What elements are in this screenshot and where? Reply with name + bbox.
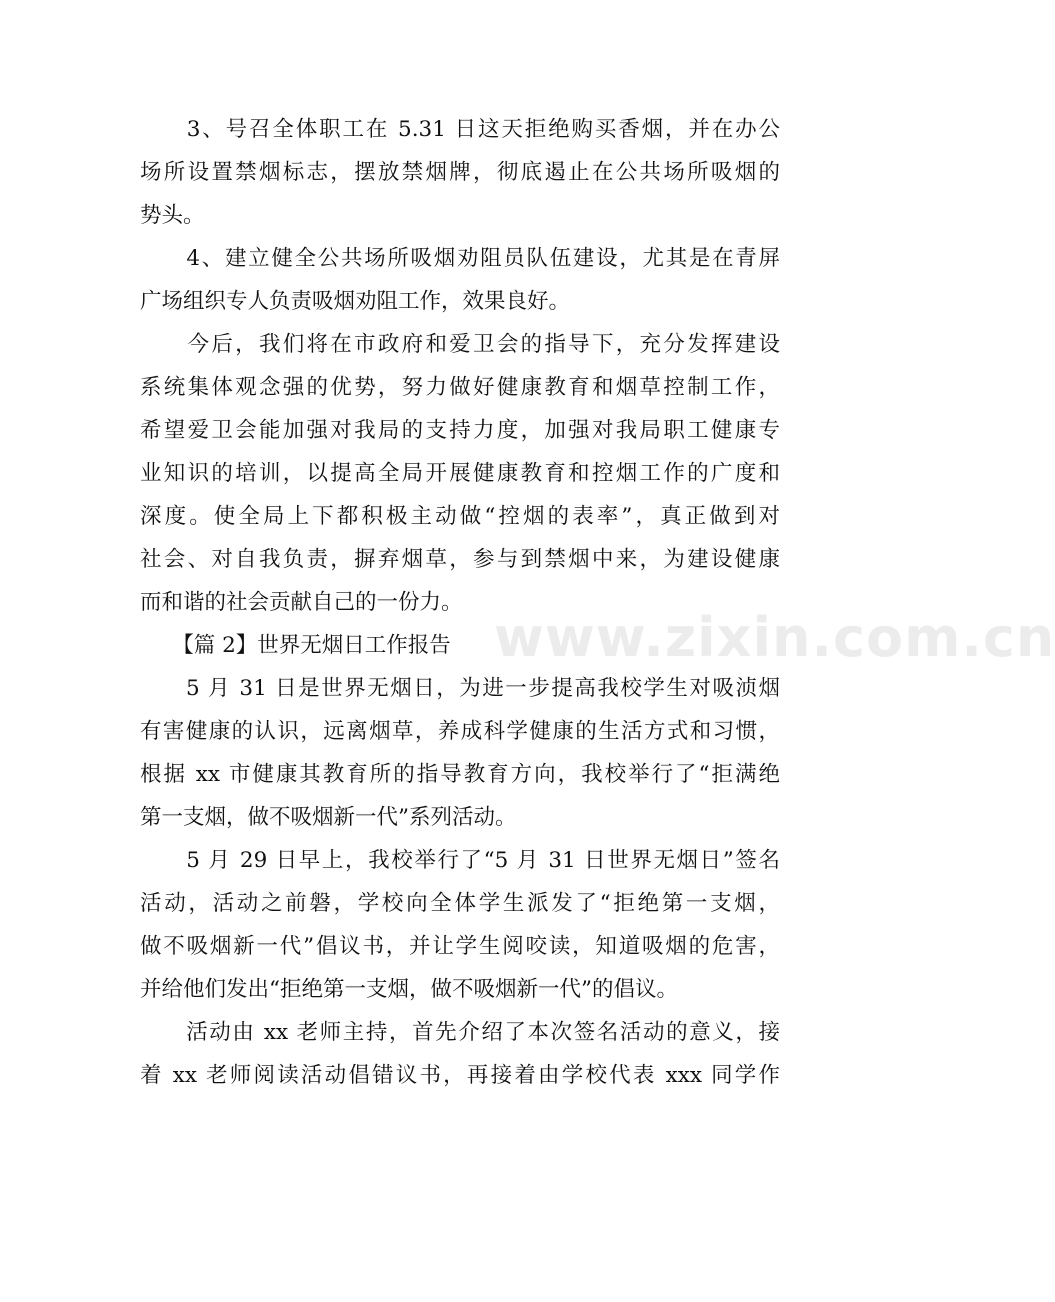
- text-line: 3、号召全体职工在 5.31 日这天拒绝购买香烟，并在办公: [140, 117, 780, 142]
- text-line: 场所设置禁烟标志，摆放禁烟牌，彻底遏止在公共场所吸烟的: [140, 160, 780, 185]
- text-line: 5 月 31 日是世界无烟日，为进一步提高我校学生对吸浈烟: [140, 676, 780, 701]
- text-line: 深度。使全局上下都积极主动做“控烟的表率”，真正做到对: [140, 504, 780, 529]
- text-line: 第一支烟，做不吸烟新一代”系列活动。: [140, 805, 517, 830]
- text-line: 并给他们发出“拒绝第一支烟，做不吸烟新一代”的倡议。: [140, 977, 678, 1002]
- text-line: 而和谐的社会贡献自己的一份力。: [140, 590, 463, 615]
- text-line: 势头。: [140, 203, 205, 228]
- text-line: 今后，我们将在市政府和爱卫会的指导下，充分发挥建设: [140, 332, 780, 357]
- text-line: 社会、对自我负责，摒弃烟草，参与到禁烟中来，为建设健康: [140, 547, 780, 572]
- text-line: 活动由 xx 老师主持，首先介绍了本次签名活动的意义，接: [140, 1020, 780, 1045]
- text-line: 系统集体观念强的优势，努力做好健康教育和烟草控制工作，: [140, 375, 780, 400]
- text-line: 希望爱卫会能加强对我局的支持力度，加强对我局职工健康专: [140, 418, 780, 443]
- text-line: 着 xx 老师阅读活动倡错议书，再接着由学校代表 xxx 同学作: [140, 1063, 780, 1088]
- watermark-text: www.zixin.com.cn: [494, 606, 1055, 669]
- text-line: 业知识的培训，以提高全局开展健康教育和控烟工作的广度和: [140, 461, 780, 486]
- text-line: 根据 xx 市健康其教育所的指导教育方向，我校举行了“拒满绝: [140, 762, 780, 787]
- text-line: 活动，活动之前磐，学校向全体学生派发了“拒绝第一支烟，: [140, 891, 780, 916]
- text-line: 做不吸烟新一代”倡议书，并让学生阅咬读，知道吸烟的危害，: [140, 934, 780, 959]
- text-line: 有害健康的认识，远离烟草，养成科学健康的生活方式和习惯，: [140, 719, 780, 744]
- document-body: [140, 108, 780, 1097]
- text-line: 广场组织专人负责吸烟劝阻工作，效果良好。: [140, 289, 571, 314]
- text-line: 4、建立健全公共场所吸烟劝阻员队伍建设，尤其是在青屏: [140, 246, 780, 271]
- text-line: 5 月 29 日早上，我校举行了“5 月 31 日世界无烟日”签名: [140, 848, 780, 873]
- section-heading: 【篇 2】世界无烟日工作报告: [140, 633, 451, 658]
